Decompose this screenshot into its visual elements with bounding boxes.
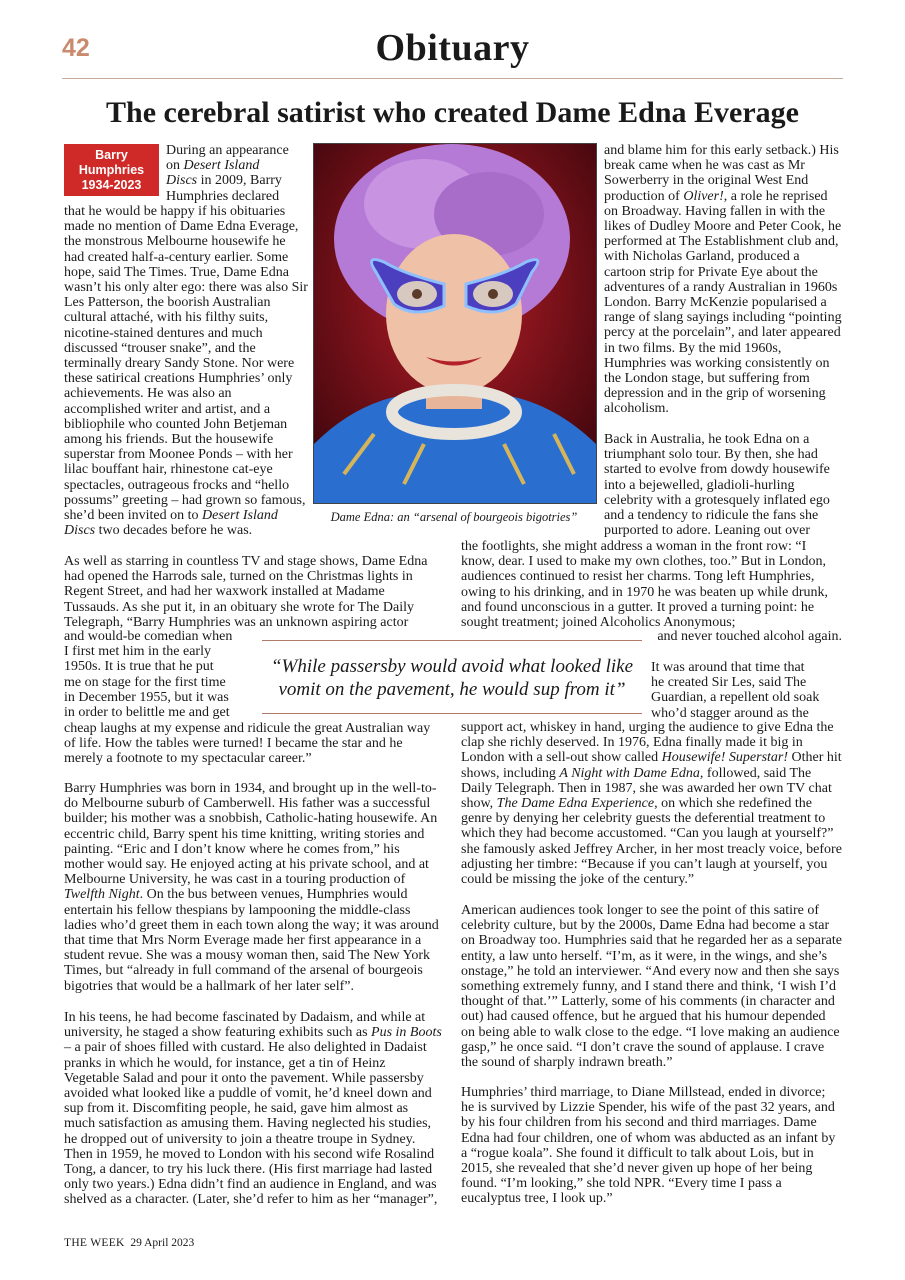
after-quote-paragraph: cheap laughs at my expense and ridicule the great Australian way of life. How the tables were turned! I became the star and he merely a footnote to my spectacular career.” [64,721,431,767]
text-beside-quote-right: It was around that time that he created Sir Les, said The Guardian, a repellent old soak who’d stagger around as the [651,660,820,721]
pull-quote [262,640,642,714]
support-act-paragraph: support act, whiskey in hand, urging the audience to give Edna the clap she richly deserved. In 1976, Edna finally made it big in London with a sell-out show called Housewife! Superstar! Other hit shows, including A Night with Dame Edna, followed, said The Daily Telegraph. Then in 1987, she was awarded her own TV chat show, The Dame Edna Experience, on which she redefined the genre by denying her celebrity guests the deferential treatment to which they had become accustomed. “Can you laugh at yourself?” she famously asked Jeffrey Archer, in her most treacly voice, before adjusting her timbre: “Because if you can’t laugh at yourself, you could be missing the joke of the century.” [461,720,842,888]
header-rule [62,78,843,79]
text-beside-quote-left: and would-be comedian when I first met him in the early 1950s. It is true that he put me on stage for the first time in December 1955, but it was in order to belittle me and get [64,629,233,721]
publication-name: THE WEEK [64,1237,125,1249]
issue-date: 29 April 2023 [130,1237,195,1249]
break-paragraph: and blame him for this early setback.) His break came when he was cast as Mr Sowerberry in the original West End production of Oliver!, a role he reprised on Broadway. Having fallen in with the likes of Dudley Moore and Peter Cook, he performed at The Establishment club and, with Nicholas Garland, produced a cartoon strip for Private Eye about the adventures of a randy Australian in 1960s London. Barry McKenzie popularised a range of slang sayings including “pointing percy at the porcelain”, and later appeared in two films. By the mid 1960s, Humphries was working consistently on the London stage, but suffering from depression and in the grip of worsening alcoholism. [604,143,842,417]
dame-edna-photo [313,143,597,504]
pull-quote-text: “While passersby would avoid what looked like vomit on the pavement, he would sup from it” [270,656,633,700]
badge-name: Barry Humphries [78,148,145,177]
name-badge [64,144,159,196]
page-number: 42 [62,34,90,62]
page-footer [64,1237,194,1249]
intro-beside-badge: During an appearance on Desert Island Discs in 2009, Barry Humphries declared [166,143,289,204]
portrait-illustration [314,144,596,503]
never-line: and never touched alcohol again. [657,629,842,644]
badge-years: 1934-2023 [81,178,142,192]
back-in-australia-paragraph: Back in Australia, he took Edna on a triumphant solo tour. By then, she had started to evolve from dowdy housewife into a bejewelled, gladioli-hurling celebrity with a grotesquely inflated ego and a tendency to ridicule the fans she purported to adore. Leaning out over [604,432,830,539]
american-paragraph: American audiences took longer to see the point of this satire of celebrity culture, but by the 2000s, Dame Edna had become a star on Broadway too. Humphries said that he regarded her as a separate entity, a law unto herself. “I’m, as it were, in the wings, and she’s onstage,” he told an interviewer. “And every now and then she says something extremely funny, and I stand there and think, ‘I wish I’d thought of that.’” Latterly, some of his comments (in character and out) had caused offence, but he argued that his humour depended on being able to walk close to the edge. “I love making an audience gasp,” he once said. “I don’t crave the sound of applause. I crave the sound of sharply indrawn breath.” [461,903,842,1071]
footlights-paragraph: the footlights, she might address a woman in the front row: “I know, dear. I used to make my own clothes, too.” But in London, audiences continued to resist her charms. Tong left Humphries, owing to his drinking, and in 1970 he was beaten up while drunk, and found unconscious in a gutter. It proved a turning point: he sought treatment; joined Alcoholics Anonymous; [461,539,829,631]
teens-paragraph: In his teens, he had become fascinated by Dadaism, and while at university, he staged a show featuring exhibits such as Pus in Boots – a pair of shoes filled with custard. He also delighted in Dadaist pranks in which he would, for instance, get a tin of Heinz Vegetable Salad and pour it onto the pavement. While passersby avoided what looked like a puddle of vomit, he’d kneel down and sup from it. Discomfiting people, he said, gave him almost as much satisfaction as amusing them. Having neglected his studies, he dropped out of university to join a theatre troupe in Sydney. Then in 1959, he moved to London with his second wife Rosalind Tong, a dancer, to try his luck there. (His first marriage had lasted only two years.) Edna didn’t find an audience in England, and was shelved as a character. (Later, she’d refer to him as her “manager”, [64,1010,442,1208]
section-title: Obituary [375,27,530,69]
marriage-paragraph: Humphries’ third marriage, to Diane Millstead, ended in divorce; he is survived by Lizzie Spender, his wife of the past 32 years, and by his four children from his second and third marriages. Dame Edna had four children, one of whom was abducted as an infant by a “rogue koala”. She found it difficult to talk about Lois, but in 2015, she revealed that she’d never given up hope of her being found. “I’m looking,” she told NPR. “Every time I pass a eucalyptus tree, I look up.” [461,1085,836,1207]
photo-caption: Dame Edna: an “arsenal of bourgeois bigotries” [330,510,578,524]
harrods-paragraph: As well as starring in countless TV and stage shows, Dame Edna had opened the Harrods sale, turned on the Christmas lights in Regent Street, and had her waxwork installed at Madame Tussauds. As she put it, in an obituary she wrote for The Daily Telegraph, “Barry Humphries was an unknown aspiring actor [64,554,428,630]
article-headline: The cerebral satirist who created Dame Edna Everage [106,96,799,129]
born-paragraph: Barry Humphries was born in 1934, and brought up in the well-to-do Melbourne suburb of Camberwell. His father was a successful builder; his mother was a snobbish, Catholic-hating housewife. An eccentric child, Barry spent his time knitting, writing stories and painting. “Eric and I don’t know where he comes from,” his mother would say. He enjoyed acting at his private school, and at Melbourne University, he was cast in a touring production of Twelfth Night. On the bus between venues, Humphries would entertain his fellow thespians by lampooning the middle-class ladies who’d greet them in each town along the way; it was around that time that Mrs Norm Everage made her first appearance in a student revue. She was a mousy woman then, said The New York Times, but “already in full command of the arsenal of bourgeois bigotries that would be a hallmark of her later self”. [64,781,439,994]
intro-paragraph: that he would be happy if his obituaries made no mention of Dame Edna Everage, the monstrous Melbourne housewife he had created half-a-century earlier. Some hope, said The Times. True, Dame Edna wasn’t his only alter ego: there was also Sir Les Patterson, the boorish Australian cultural attaché, with his filthy suits, nicotine-stained dentures and much discussed “trouser snake”, and the terminally dreary Sandy Stone. Nor were these satirical creations Humphries’ only achievements. He was also an accomplished writer and artist, and a bibliophile who counted John Betjeman among his friends. But the housewife superstar from Moonee Ponds – with her lilac bouffant hair, rhinestone cat-eye spectacles, outrageous frocks and “hello possums” greeting – had grown so famous, she’d been invited on to Desert Island Discs two decades before he was. [64,204,308,539]
